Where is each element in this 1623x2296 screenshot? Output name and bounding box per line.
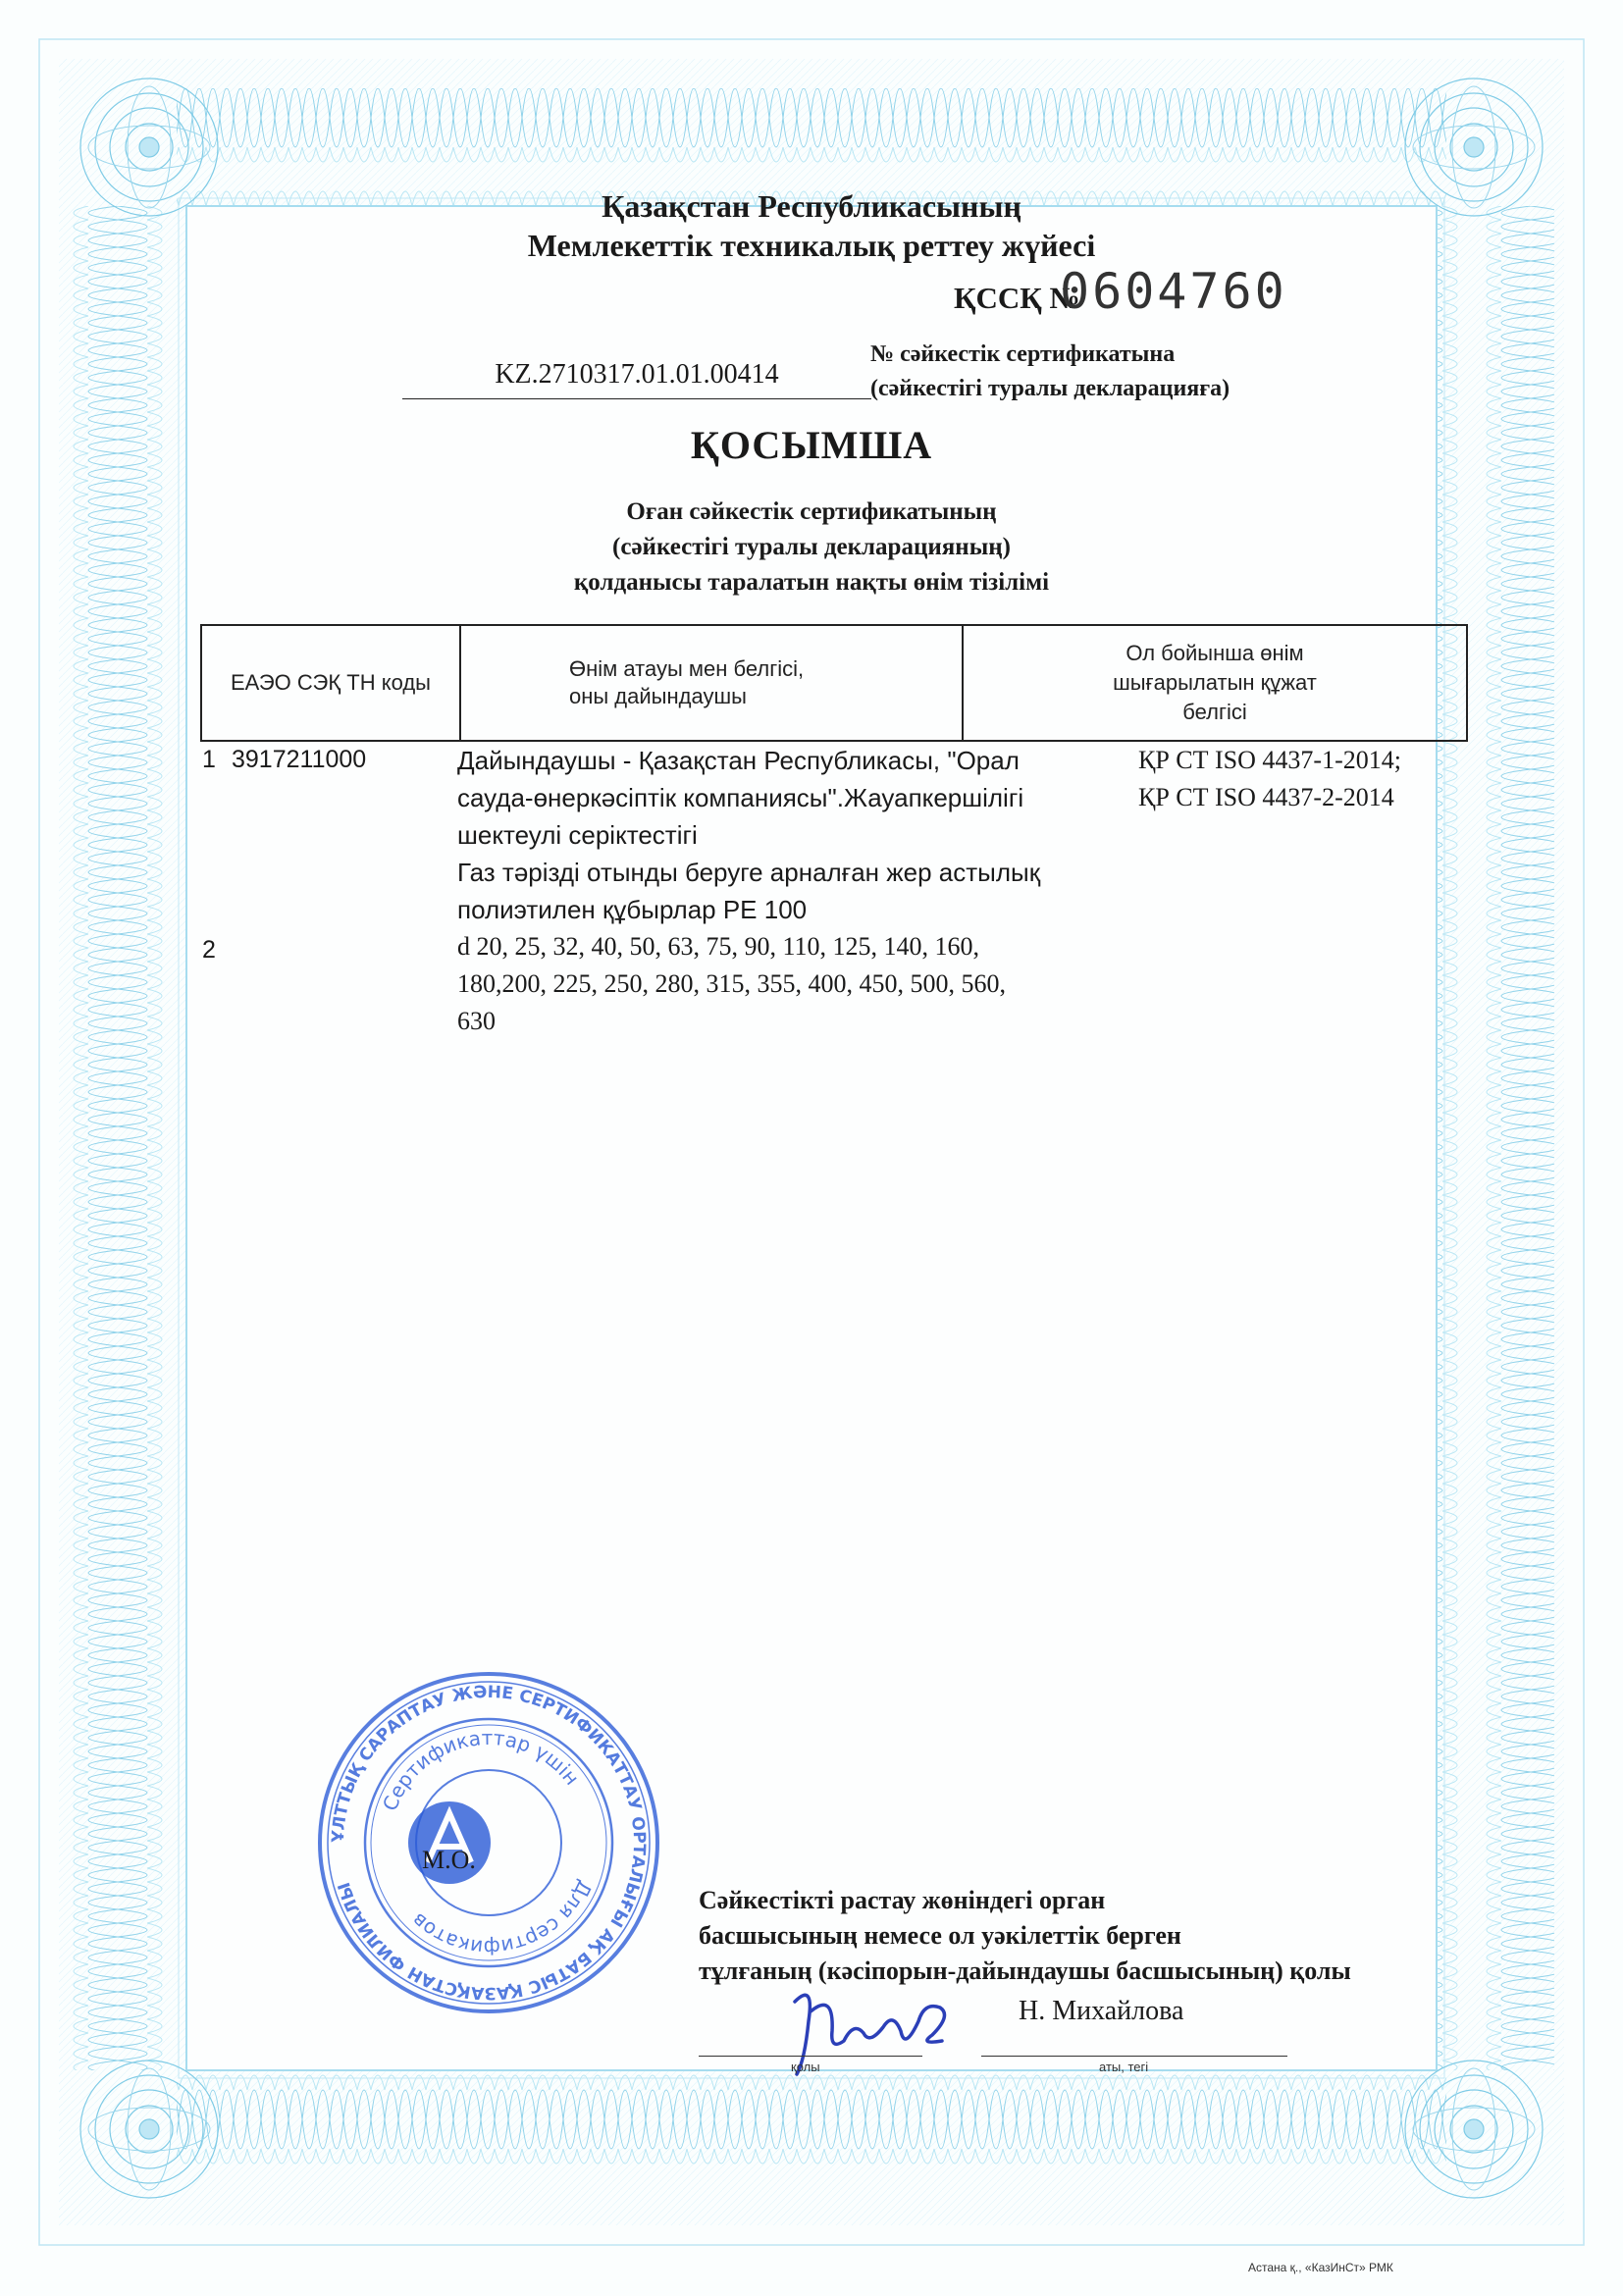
signature-text-line-2: басшысының немесе ол уәкілеттік берген [699, 1921, 1181, 1950]
row-1-code: 3917211000 [232, 746, 367, 773]
declaration-label: (сәйкестігі туралы декларацияға) [870, 376, 1230, 401]
name-caption: аты, тегі [1099, 2060, 1149, 2074]
header-system: Мемлекеттік техникалық реттеу жүйесі [527, 228, 1096, 263]
ccsk-label: ҚССҚ № [954, 281, 1080, 315]
signature-text-line-1: Сәйкестікті растау жөніндегі орган [699, 1886, 1106, 1914]
subtitle-line-2: (сәйкестігі туралы декларацияның) [612, 534, 1011, 560]
product-description [457, 742, 1144, 928]
signature-text-line-3: тұлғаның (кәсіпорын-дайындаушы басшысының) қолы [699, 1957, 1351, 1985]
size-list [457, 928, 1164, 1040]
page-title: ҚОСЫМША [690, 423, 933, 467]
size-line: 180,200, 225, 250, 280, 315, 355, 400, 450, 500, 560, [457, 969, 1006, 998]
manufacturer-line: сауда-өнеркәсіптік компаниясы".Жауапкершілігі [457, 783, 1024, 812]
printer-imprint: Астана қ., «КазИнСт» РМК [1248, 2261, 1393, 2274]
manufacturer-line: Дайындаушы - Қазақстан Республикасы, "Орал [457, 746, 1020, 775]
certificate-reg-number: KZ.2710317.01.01.00414 [495, 359, 779, 390]
name-line [981, 2056, 1287, 2057]
signer-name: Н. Михайлова [1019, 1996, 1184, 2026]
standard-item: ҚР СТ ISO 4437-2-2014 [1138, 783, 1394, 811]
signature-caption: қолы [791, 2060, 820, 2074]
reg-number-underline [402, 398, 871, 399]
size-line: d 20, 25, 32, 40, 50, 63, 75, 90, 110, 125, 140, 160, [457, 932, 980, 961]
standard-item: ҚР СТ ISO 4437-1-2014; [1138, 746, 1401, 774]
stamp-inner-text-bottom: Для сертификатов [406, 1876, 598, 1960]
col-header-product: Өнім атауы мен белгісі, оны дайындаушы [460, 625, 963, 741]
header-republic: Қазақстан Республикасының [602, 188, 1021, 224]
row-2-number: 2 [202, 936, 216, 964]
row-1-number: 1 [202, 746, 216, 773]
subtitle-line-3: қолданысы таралатын нақты өнім тізілімі [573, 569, 1050, 596]
col-header-document: Ол бойынша өнім шығарылатын құжат белгісі [963, 625, 1467, 741]
stamp-inner-text-top: Сертификаттар үшін [378, 1725, 585, 1814]
certificate-label: № сәйкестік сертификатына [870, 341, 1176, 367]
product-line: полиэтилен құбырлар PE 100 [457, 895, 808, 924]
stamp-outer-text: ҰЛТТЫҚ САРАПТАУ ЖӘНЕ СЕРТИФИКАТТАУ ОРТАЛЫҒЫ АҚ БАТЫС ҚАЗАҚСТАН ФИЛИАЛЫ [328, 1682, 650, 2004]
signature-line [699, 2056, 922, 2057]
ccsk-number: 0604760 [1060, 263, 1287, 320]
product-line: Газ тәрізді отынды беруге арналған жер астылық [457, 858, 1041, 887]
manufacturer-line: шектеулі серіктестігі [457, 820, 698, 850]
official-stamp [312, 1666, 665, 2019]
col-header-code: ЕАЭО СЭҚ ТН коды [201, 625, 460, 741]
stamp-place-label: М.О. [422, 1846, 476, 1874]
product-table-header [200, 624, 1468, 742]
standards-list [1138, 742, 1401, 816]
size-line: 630 [457, 1007, 496, 1035]
subtitle-line-1: Оған сәйкестік сертификатының [626, 498, 997, 525]
